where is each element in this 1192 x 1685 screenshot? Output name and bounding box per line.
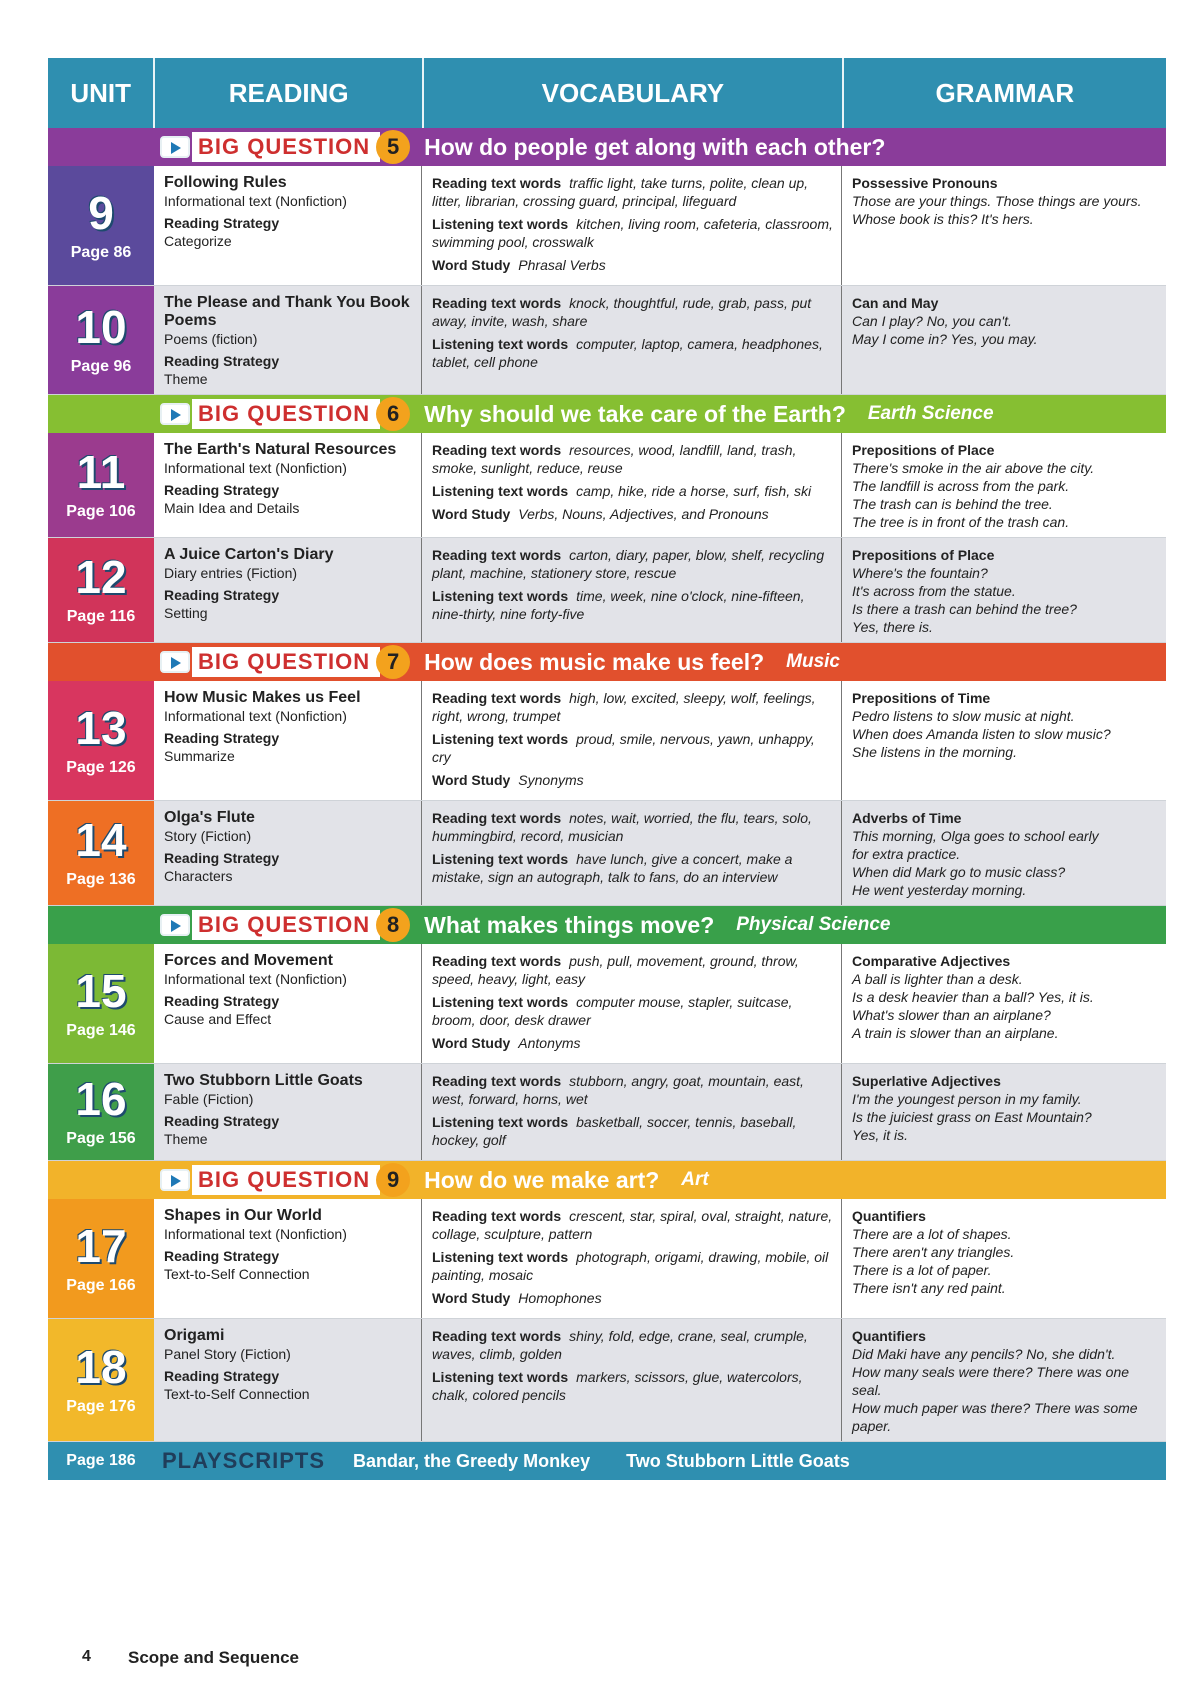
unit-cell <box>48 801 154 905</box>
vocabulary-cell <box>422 1199 842 1318</box>
strategy-label: Reading Strategy <box>164 993 280 1009</box>
unit-row <box>48 1199 1166 1319</box>
vocab-label: Listening text words <box>432 1114 569 1130</box>
reading-cell <box>154 801 422 905</box>
unit-number: 13 <box>75 701 127 754</box>
grammar-title: Quantifiers <box>852 1328 926 1344</box>
big-question-spacer <box>48 643 154 681</box>
big-question-spacer <box>48 128 154 166</box>
grammar-cell <box>842 944 1166 1063</box>
big-question-number: 9 <box>376 1163 410 1197</box>
vocab-label: Listening text words <box>432 1249 569 1265</box>
vocab-label: Reading text words <box>432 1208 562 1224</box>
grammar-cell <box>842 801 1166 905</box>
vocab-label: Reading text words <box>432 442 562 458</box>
vocab-line <box>432 174 833 210</box>
vocab-label: Reading text words <box>432 690 562 706</box>
big-question-text: What makes things move? <box>424 911 715 938</box>
page-number: 4 <box>82 1648 91 1665</box>
unit-cell <box>48 681 154 800</box>
reading-title: How Music Makes us Feel <box>164 689 361 706</box>
grammar-example: The landfill is across from the park. <box>852 478 1070 494</box>
grammar-title: Adverbs of Time <box>852 810 962 826</box>
reading-genre: Informational text (Nonfiction) <box>164 460 347 476</box>
big-question-number: 7 <box>376 645 410 679</box>
vocab-label: Reading text words <box>432 1073 562 1089</box>
big-question-text: How does music make us feel? <box>424 648 765 675</box>
vocab-label: Listening text words <box>432 588 569 604</box>
unit-number: 17 <box>75 1219 127 1272</box>
reading-cell <box>154 166 422 285</box>
unit-row <box>48 538 1166 643</box>
unit-cell <box>48 1319 154 1441</box>
grammar-example: There isn't any red paint. <box>852 1280 1006 1296</box>
vocabulary-cell <box>422 1319 842 1441</box>
reading-title: Two Stubborn Little Goats <box>164 1072 363 1089</box>
unit-number: 11 <box>76 446 126 498</box>
strategy-value: Theme <box>164 371 208 387</box>
vocab-line <box>432 505 833 523</box>
vocab-words: Synonyms <box>518 772 584 788</box>
reading-genre: Diary entries (Fiction) <box>164 565 298 581</box>
big-question-label: BIG QUESTION <box>192 399 380 429</box>
play-icon <box>160 403 190 425</box>
unit-cell <box>48 286 154 394</box>
vocabulary-cell <box>422 1064 842 1160</box>
playscripts-row <box>48 1442 1166 1480</box>
playscript-2: Two Stubborn Little Goats <box>626 1450 850 1471</box>
unit-row <box>48 801 1166 906</box>
play-icon <box>160 651 190 673</box>
vocab-words: markers, scissors, glue, watercolors, chalk, colored pencils <box>432 1369 803 1403</box>
vocab-label: Listening text words <box>432 483 569 499</box>
big-question-number: 8 <box>376 908 410 942</box>
strategy-value: Characters <box>164 868 233 884</box>
vocab-line <box>432 215 833 251</box>
grammar-example: Did Maki have any pencils? No, she didn't. <box>852 1346 1116 1362</box>
grammar-example: Yes, there is. <box>852 619 933 635</box>
play-icon <box>160 136 190 158</box>
table-body <box>48 128 1166 1442</box>
vocab-label: Listening text words <box>432 216 569 232</box>
grammar-title: Prepositions of Time <box>852 690 991 706</box>
grammar-cell <box>842 286 1166 394</box>
reading-title: The Please and Thank You Book Poems <box>164 294 410 329</box>
grammar-example: I'm the youngest person in my family. <box>852 1091 1082 1107</box>
reading-title: Shapes in Our World <box>164 1207 322 1224</box>
strategy-value: Setting <box>164 605 208 621</box>
vocab-words: photograph, origami, drawing, mobile, oil painting, mosaic <box>432 1249 829 1283</box>
big-question-bar <box>48 906 1166 944</box>
strategy-label: Reading Strategy <box>164 587 280 603</box>
grammar-example: When did Mark go to music class? <box>852 864 1066 880</box>
reading-title: Origami <box>164 1327 225 1344</box>
grammar-example: The tree is in front of the trash can. <box>852 514 1070 530</box>
unit-page: Page 146 <box>66 1021 136 1039</box>
unit-cell <box>48 166 154 285</box>
vocab-words: knock, thoughtful, rude, grab, pass, put away, invite, wash, share <box>432 295 812 329</box>
grammar-example: Is a desk heavier than a ball? Yes, it is. <box>852 989 1094 1005</box>
vocab-words: high, low, excited, sleepy, wolf, feelings, right, wrong, trumpet <box>432 690 816 724</box>
unit-cell <box>48 1064 154 1160</box>
vocab-words: traffic light, take turns, polite, clean up, litter, librarian, crossing guard, principal, lifeguard <box>432 175 809 209</box>
vocab-words: shiny, fold, edge, crane, seal, crumple, waves, climb, golden <box>432 1328 808 1362</box>
grammar-example: Is there a trash can behind the tree? <box>852 601 1077 617</box>
play-icon <box>160 914 190 936</box>
big-question-number: 5 <box>376 130 410 164</box>
reading-genre: Poems (fiction) <box>164 331 258 347</box>
vocabulary-cell <box>422 433 842 537</box>
vocab-label: Reading text words <box>432 175 562 191</box>
vocab-line <box>432 294 833 330</box>
reading-cell <box>154 433 422 537</box>
vocab-words: computer mouse, stapler, suitcase, broom, door, desk drawer <box>432 994 793 1028</box>
big-question-text: How do people get along with each other? <box>424 133 886 160</box>
vocab-label: Reading text words <box>432 810 562 826</box>
strategy-value: Cause and Effect <box>164 1011 272 1027</box>
vocab-line <box>432 689 833 725</box>
grammar-example: A ball is lighter than a desk. <box>852 971 1023 987</box>
vocab-words: camp, hike, ride a horse, surf, fish, ski <box>576 483 812 499</box>
big-question-subject: Earth Science <box>867 403 994 424</box>
header-vocabulary: VOCABULARY <box>424 58 844 128</box>
vocab-line <box>432 1248 833 1284</box>
vocab-line <box>432 587 833 623</box>
grammar-cell <box>842 1064 1166 1160</box>
vocab-label: Reading text words <box>432 295 562 311</box>
reading-cell <box>154 1064 422 1160</box>
vocabulary-cell <box>422 944 842 1063</box>
vocab-line <box>432 256 833 274</box>
vocab-label: Listening text words <box>432 994 569 1010</box>
vocab-label: Listening text words <box>432 336 569 352</box>
big-question-bar <box>48 128 1166 166</box>
big-question-subject: Art <box>681 1169 709 1190</box>
grammar-title: Can and May <box>852 295 939 311</box>
header-reading: READING <box>155 58 424 128</box>
vocabulary-cell <box>422 286 842 394</box>
reading-title: Following Rules <box>164 174 287 191</box>
grammar-example: What's slower than an airplane? <box>852 1007 1051 1023</box>
big-question-bar <box>48 1161 1166 1199</box>
big-question-label: BIG QUESTION <box>192 647 380 677</box>
unit-number: 16 <box>75 1073 127 1125</box>
vocab-line <box>432 482 833 500</box>
big-question-bar <box>48 643 1166 681</box>
vocab-line <box>432 335 833 371</box>
strategy-value: Categorize <box>164 233 232 249</box>
grammar-example: There's smoke in the air above the city. <box>852 460 1095 476</box>
grammar-example: Can I play? No, you can't. <box>852 313 1012 329</box>
unit-number: 15 <box>75 964 127 1017</box>
unit-number: 14 <box>75 814 127 866</box>
table-header <box>48 58 1166 128</box>
unit-number: 10 <box>75 301 127 353</box>
vocabulary-cell <box>422 538 842 642</box>
vocab-words: have lunch, give a concert, make a mistake, sign an autograph, talk to fans, do an interview <box>432 851 793 885</box>
unit-number: 9 <box>88 186 114 239</box>
vocab-words: stubborn, angry, goat, mountain, east, west, forward, horns, wet <box>432 1073 804 1107</box>
grammar-example: The trash can is behind the tree. <box>852 496 1053 512</box>
unit-page: Page 176 <box>66 1398 136 1415</box>
reading-genre: Story (Fiction) <box>164 828 252 844</box>
grammar-example: There are a lot of shapes. <box>852 1226 1012 1242</box>
vocab-line <box>432 1034 833 1052</box>
unit-number: 18 <box>75 1341 127 1393</box>
vocabulary-cell <box>422 166 842 285</box>
grammar-title: Prepositions of Place <box>852 547 995 563</box>
vocab-words: crescent, star, spiral, oval, straight, nature, collage, sculpture, pattern <box>432 1208 833 1242</box>
vocab-words: resources, wood, landfill, land, trash, smoke, sunlight, reduce, reuse <box>432 442 797 476</box>
grammar-cell <box>842 433 1166 537</box>
unit-page: Page 166 <box>66 1276 136 1294</box>
unit-row <box>48 1319 1166 1442</box>
vocab-line <box>432 771 833 789</box>
vocab-words: proud, smile, nervous, yawn, unhappy, cry <box>432 731 815 765</box>
vocab-line <box>432 1327 833 1363</box>
grammar-cell <box>842 1199 1166 1318</box>
vocab-words: Homophones <box>518 1290 602 1306</box>
vocab-label: Reading text words <box>432 547 562 563</box>
vocab-words: basketball, soccer, tennis, baseball, hockey, golf <box>432 1114 797 1148</box>
grammar-example: He went yesterday morning. <box>852 882 1027 898</box>
vocab-line <box>432 546 833 582</box>
vocabulary-cell <box>422 801 842 905</box>
strategy-label: Reading Strategy <box>164 353 280 369</box>
big-question-number: 6 <box>376 397 410 431</box>
reading-title: A Juice Carton's Diary <box>164 546 334 563</box>
reading-genre: Informational text (Nonfiction) <box>164 193 347 209</box>
unit-row <box>48 944 1166 1064</box>
strategy-label: Reading Strategy <box>164 730 280 746</box>
reading-cell <box>154 286 422 394</box>
big-question-spacer <box>48 1161 154 1199</box>
strategy-value: Main Idea and Details <box>164 500 300 516</box>
grammar-example: She listens in the morning. <box>852 744 1017 760</box>
strategy-label: Reading Strategy <box>164 482 280 498</box>
vocab-line <box>432 993 833 1029</box>
grammar-cell <box>842 1319 1166 1441</box>
big-question-subject: Physical Science <box>736 914 891 935</box>
grammar-title: Superlative Adjectives <box>852 1073 1001 1089</box>
playscript-1: Bandar, the Greedy Monkey <box>353 1450 591 1471</box>
reading-cell <box>154 1319 422 1441</box>
strategy-value: Theme <box>164 1131 208 1147</box>
vocab-words: kitchen, living room, cafeteria, classroom, swimming pool, crosswalk <box>432 216 833 250</box>
page-title: Scope and Sequence <box>128 1648 299 1667</box>
strategy-value: Summarize <box>164 748 235 764</box>
reading-genre: Informational text (Nonfiction) <box>164 971 347 987</box>
vocab-line <box>432 1289 833 1307</box>
grammar-example: There aren't any triangles. <box>852 1244 1015 1260</box>
vocab-words: carton, diary, paper, blow, shelf, recycling plant, machine, stationery store, rescue <box>432 547 825 581</box>
strategy-label: Reading Strategy <box>164 1248 280 1264</box>
big-question-label: BIG QUESTION <box>192 1165 380 1195</box>
grammar-example: Yes, it is. <box>852 1127 909 1143</box>
vocab-words: Verbs, Nouns, Adjectives, and Pronouns <box>518 506 769 522</box>
reading-cell <box>154 681 422 800</box>
grammar-cell <box>842 681 1166 800</box>
vocab-label: Listening text words <box>432 731 569 747</box>
vocab-label: Word Study <box>432 1035 511 1051</box>
unit-page: Page 116 <box>66 608 136 625</box>
reading-cell <box>154 1199 422 1318</box>
vocab-label: Word Study <box>432 257 511 273</box>
big-question-label: BIG QUESTION <box>192 132 380 162</box>
reading-cell <box>154 944 422 1063</box>
grammar-example: It's across from the statue. <box>852 583 1016 599</box>
reading-title: Forces and Movement <box>164 952 333 969</box>
unit-number: 12 <box>75 551 127 603</box>
vocab-label: Word Study <box>432 506 511 522</box>
grammar-example: May I come in? Yes, you may. <box>852 331 1038 347</box>
vocab-words: Antonyms <box>518 1035 581 1051</box>
grammar-example: There is a lot of paper. <box>852 1262 992 1278</box>
big-question-subject: Music <box>786 651 840 672</box>
grammar-cell <box>842 538 1166 642</box>
grammar-example: This morning, Olga goes to school early <box>852 828 1099 844</box>
strategy-value: Text-to-Self Connection <box>164 1266 310 1282</box>
vocab-line <box>432 850 833 886</box>
reading-title: The Earth's Natural Resources <box>164 441 397 458</box>
reading-genre: Fable (Fiction) <box>164 1091 254 1107</box>
vocab-label: Listening text words <box>432 1369 569 1385</box>
vocab-label: Word Study <box>432 1290 511 1306</box>
grammar-example: Whose book is this? It's hers. <box>852 211 1034 227</box>
vocab-line <box>432 1207 833 1243</box>
vocabulary-cell <box>422 681 842 800</box>
strategy-label: Reading Strategy <box>164 850 280 866</box>
grammar-example: Is the juiciest grass on East Mountain? <box>852 1109 1092 1125</box>
unit-page: Page 126 <box>66 758 136 776</box>
grammar-cell <box>842 166 1166 285</box>
grammar-example: for extra practice. <box>852 846 961 862</box>
strategy-label: Reading Strategy <box>164 1113 280 1129</box>
strategy-value: Text-to-Self Connection <box>164 1386 310 1402</box>
grammar-example: Where's the fountain? <box>852 565 988 581</box>
big-question-label: BIG QUESTION <box>192 910 380 940</box>
vocab-line <box>432 1368 833 1404</box>
unit-cell <box>48 538 154 642</box>
header-grammar: GRAMMAR <box>935 77 1075 108</box>
vocab-label: Reading text words <box>432 1328 562 1344</box>
grammar-example: Those are your things. Those things are yours. <box>852 193 1142 209</box>
grammar-example: How much paper was there? There was some paper. <box>852 1400 1138 1434</box>
big-question-bar <box>48 395 1166 433</box>
unit-page: Page 106 <box>66 503 136 520</box>
grammar-title: Possessive Pronouns <box>852 175 998 191</box>
playscripts-label: PLAYSCRIPTS <box>162 1448 326 1473</box>
vocab-line <box>432 809 833 845</box>
strategy-label: Reading Strategy <box>164 215 280 231</box>
reading-cell <box>154 538 422 642</box>
unit-page: Page 86 <box>70 243 132 261</box>
reading-genre: Informational text (Nonfiction) <box>164 708 347 724</box>
reading-title: Olga's Flute <box>164 809 255 826</box>
reading-genre: Informational text (Nonfiction) <box>164 1226 347 1242</box>
unit-page: Page 136 <box>66 871 136 888</box>
grammar-example: How many seals were there? There was one seal. <box>852 1364 1130 1398</box>
vocab-line <box>432 730 833 766</box>
header-unit: UNIT <box>48 58 155 128</box>
unit-page: Page 156 <box>66 1130 136 1147</box>
vocab-label: Reading text words <box>432 953 562 969</box>
grammar-example: Pedro listens to slow music at night. <box>852 708 1075 724</box>
unit-row <box>48 286 1166 395</box>
vocab-line <box>432 952 833 988</box>
grammar-example: A train is slower than an airplane. <box>852 1025 1059 1041</box>
unit-page: Page 96 <box>70 358 132 375</box>
vocab-words: notes, wait, worried, the flu, tears, solo, hummingbird, record, musician <box>432 810 812 844</box>
grammar-title: Quantifiers <box>852 1208 926 1224</box>
play-icon <box>160 1169 190 1191</box>
unit-row <box>48 166 1166 286</box>
grammar-example: When does Amanda listen to slow music? <box>852 726 1111 742</box>
strategy-label: Reading Strategy <box>164 1368 280 1384</box>
vocab-label: Word Study <box>432 772 511 788</box>
unit-row <box>48 681 1166 801</box>
grammar-title: Comparative Adjectives <box>852 953 1011 969</box>
vocab-label: Listening text words <box>432 851 569 867</box>
vocab-words: time, week, nine o'clock, nine-fifteen, nine-thirty, nine forty-five <box>432 588 805 622</box>
vocab-words: push, pull, movement, ground, throw, speed, heavy, light, easy <box>432 953 799 987</box>
playscripts-page: Page 186 <box>66 1452 136 1469</box>
unit-cell <box>48 433 154 537</box>
scope-table <box>48 58 1166 1480</box>
unit-row <box>48 1064 1166 1161</box>
reading-genre: Panel Story (Fiction) <box>164 1346 291 1362</box>
vocab-line <box>432 1113 833 1149</box>
grammar-title: Prepositions of Place <box>852 442 995 458</box>
big-question-spacer <box>48 906 154 944</box>
vocab-line <box>432 1072 833 1108</box>
unit-cell <box>48 1199 154 1318</box>
big-question-spacer <box>48 395 154 433</box>
big-question-text: How do we make art? <box>424 1166 660 1193</box>
big-question-text: Why should we take care of the Earth? <box>424 400 846 427</box>
vocab-words: Phrasal Verbs <box>518 257 606 273</box>
unit-cell <box>48 944 154 1063</box>
vocab-line <box>432 441 833 477</box>
vocab-words: computer, laptop, camera, headphones, tablet, cell phone <box>432 336 823 370</box>
unit-row <box>48 433 1166 538</box>
